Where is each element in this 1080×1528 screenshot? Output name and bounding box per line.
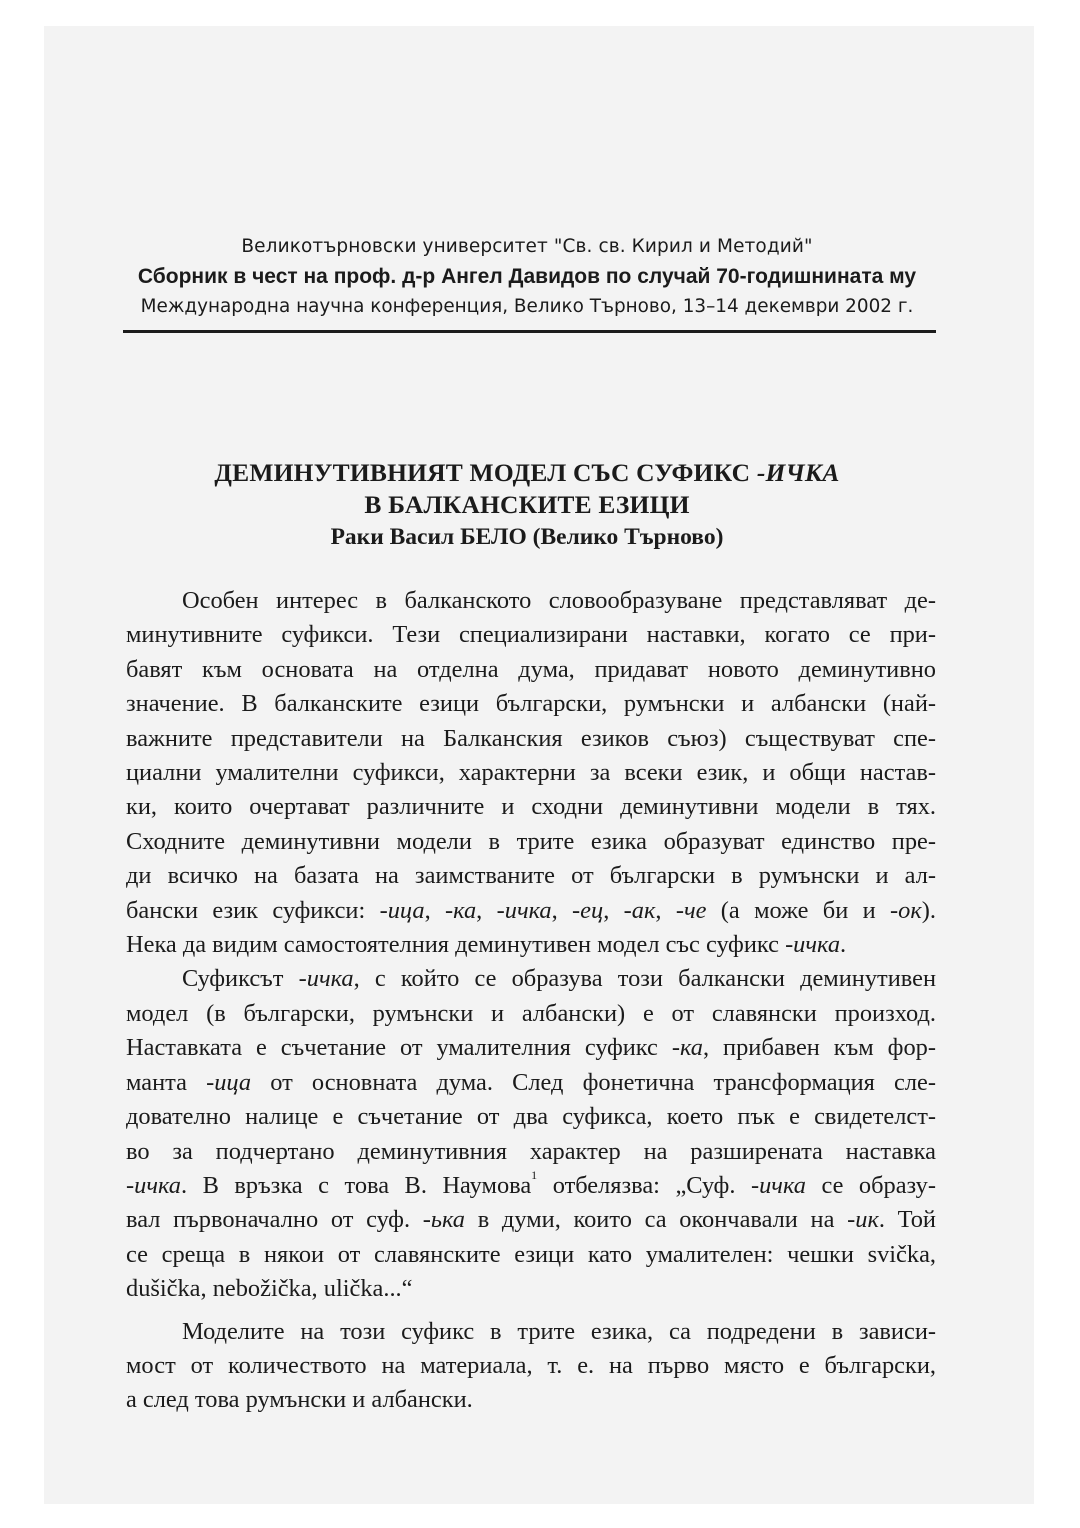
paragraph-3: [126, 1315, 936, 1418]
text-line: ди всичко на базата на заимстваните от български в румънски и ал-: [126, 862, 936, 890]
text-line: модел (в български, румънски и албански) е от славянски произход.: [126, 999, 936, 1027]
title-line-2: В БАЛКАНСКИТЕ ЕЗИЦИ: [364, 490, 690, 519]
text-line: бавят към основата на отделна дума, придават новото деминутивно: [126, 655, 936, 683]
header-conference: Международна научна конференция, Велико Търново, 13–14 декември 2002 г.: [140, 296, 914, 317]
text-line: Сходните деминутивни модели в трите езика образуват единство пре-: [126, 827, 936, 855]
text-line: важните представители на Балканския езиков съюз) съществуват спе-: [126, 724, 936, 752]
text-line: Суфиксът -ичка, с който се образува този балкански деминутивен: [182, 965, 936, 993]
text-line: во за подчертано деминутивния характер на разширената наставка: [126, 1137, 936, 1165]
text-line: манта -ица от основната дума. След фонетична трансформация сле-: [126, 1068, 936, 1096]
text-line: значение. В балканските езици български, румънски и албански (най-: [126, 690, 936, 718]
text-line: бански език суфикси: -ица, -ка, -ичка, -ец, -ак, -че (а може би и -ок).: [126, 896, 936, 924]
paragraph-2: [126, 962, 936, 1306]
text-line: мост от количеството на материала, т. е. на първо място е български,: [126, 1351, 936, 1379]
text-line: ки, които очертават различните и сходни деминутивни модели в тях.: [126, 793, 936, 821]
text-line: Наставката е съчетание от умалителния суфикс -ка, прибавен към фор-: [126, 1034, 936, 1062]
header-university: Великотърновски университет "Св. св. Кирил и Методий": [241, 236, 813, 257]
text-line: а след това румънски и албански.: [126, 1386, 473, 1414]
text-line: Моделите на този суфикс в трите езика, са подредени в зависи-: [182, 1317, 936, 1345]
running-header: [118, 232, 936, 322]
paragraph-1: [126, 584, 936, 962]
text-line: циални умалителни суфикси, характерни за всеки език, и общи настав-: [126, 759, 936, 787]
footnote-marker: 1: [531, 1167, 538, 1182]
text-line: Особен интерес в балканското словообразуване представляват де-: [182, 587, 936, 614]
text-line: dušička, nebožička, ulička...“: [126, 1275, 413, 1303]
article-author: Раки Васил БЕЛО (Велико Търново): [330, 524, 724, 550]
text-line: се среща в някои от славянските езици като умалителен: чешки svička,: [126, 1240, 936, 1268]
text-line: Нека да видим самостоятелния деминутивен модел със суфикс -ичка.: [126, 931, 847, 959]
header-rule: [123, 330, 936, 333]
document-page: [118, 232, 936, 1418]
header-collection-title: Сборник в чест на проф. д-р Ангел Давидов по случай 70-годишнината му: [137, 265, 917, 288]
text-line: дователно налице е съчетание от два суфикса, което пък е свидетелст-: [126, 1103, 936, 1131]
title-line-1: ДЕМИНУТИВНИЯТ МОДЕЛ СЪС СУФИКС -ИЧКА: [214, 458, 840, 487]
text-line: вал първоначално от суф. -ька в думи, които са окончавали на -ик. Той: [126, 1206, 936, 1234]
text-line: минутивните суфикси. Тези специализирани наставки, когато се при-: [126, 621, 936, 649]
text-line: -ичка. В връзка с това В. Наумова$^1$ отбелязва: „Суф. -ичка се образу-: [126, 1167, 936, 1199]
article-title: [118, 457, 936, 521]
article-body: [118, 584, 936, 1418]
